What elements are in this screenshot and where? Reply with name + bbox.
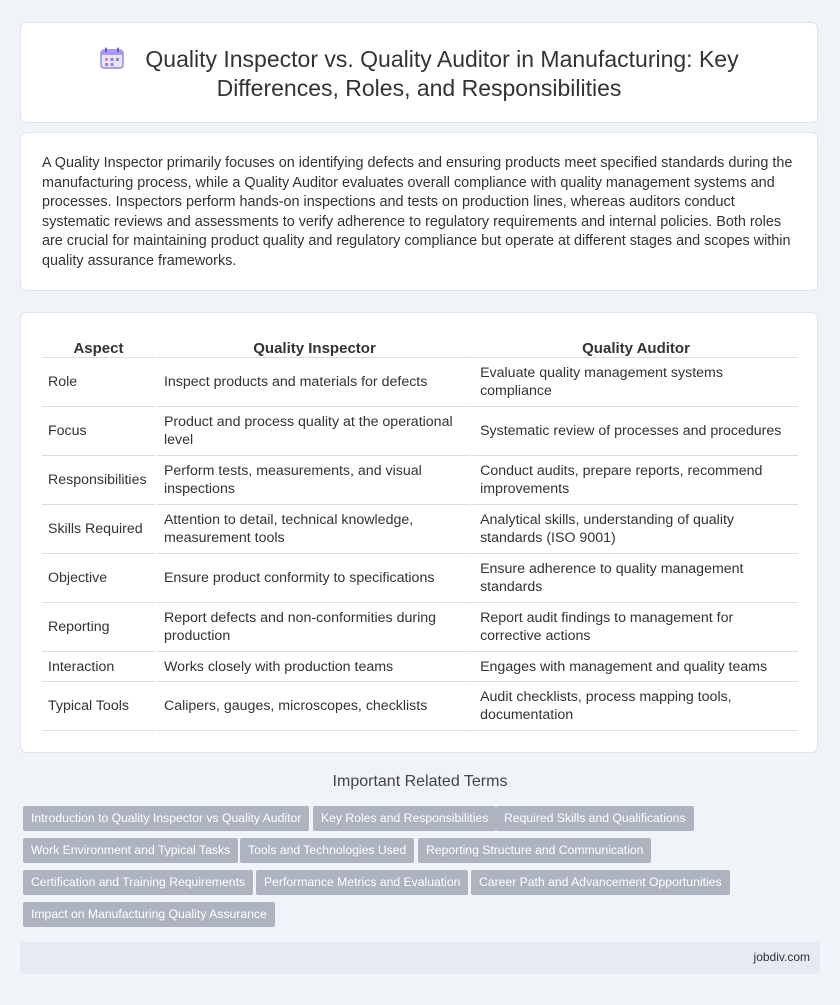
aspect-cell: Skills Required bbox=[42, 505, 155, 554]
intro-text: A Quality Inspector primarily focuses on identifying defects and ensuring products meet specified standards during the manufacturing process, while a Quality Auditor evaluates overall compliance with quality management systems and processes. Inspectors perform hands-on inspections and tests on production lines, whereas auditors conduct systematic reviews and assessments to verify adherence to regulatory requirements and internal policies. Both roles are crucial for maintaining product quality and regulatory compliance but operate at different stages and scopes within quality assurance frameworks. bbox=[42, 155, 793, 269]
related-terms-heading: Important Related Terms bbox=[332, 773, 508, 790]
comparison-table bbox=[42, 333, 798, 731]
title-line-1: Quality Inspector vs. Quality Auditor in Manufacturing: Key bbox=[145, 46, 739, 72]
aspect-cell: Reporting bbox=[42, 603, 155, 652]
related-term-tag[interactable]: Introduction to Quality Inspector vs Quality Auditor bbox=[23, 806, 309, 831]
intro-card bbox=[20, 132, 818, 291]
inspector-cell: Ensure product conformity to specifications bbox=[155, 554, 471, 603]
aspect-cell: Objective bbox=[42, 554, 155, 603]
title-card bbox=[20, 22, 818, 123]
table-row bbox=[42, 603, 798, 652]
calendar-icon bbox=[99, 47, 125, 69]
inspector-cell: Calipers, gauges, microscopes, checklists bbox=[155, 682, 471, 731]
footer-site-link[interactable]: jobdiv.com bbox=[753, 950, 810, 964]
related-term-tag[interactable]: Tools and Technologies Used bbox=[240, 838, 414, 863]
title-line-2: Differences, Roles, and Responsibilities bbox=[216, 75, 622, 101]
header-quality-auditor: Quality Auditor bbox=[471, 333, 798, 358]
aspect-cell: Role bbox=[42, 358, 155, 407]
comparison-card bbox=[20, 312, 818, 753]
auditor-cell: Systematic review of processes and procedures bbox=[471, 407, 798, 456]
inspector-cell: Works closely with production teams bbox=[155, 652, 471, 682]
auditor-cell: Audit checklists, process mapping tools, documentation bbox=[471, 682, 798, 731]
page-title bbox=[21, 45, 817, 103]
auditor-cell: Analytical skills, understanding of quality standards (ISO 9001) bbox=[471, 505, 798, 554]
auditor-cell: Conduct audits, prepare reports, recommend improvements bbox=[471, 456, 798, 505]
table-row bbox=[42, 456, 798, 505]
table-row bbox=[42, 505, 798, 554]
table-row bbox=[42, 358, 798, 407]
table-row bbox=[42, 407, 798, 456]
table-row bbox=[42, 652, 798, 682]
aspect-cell: Typical Tools bbox=[42, 682, 155, 731]
table-row bbox=[42, 682, 798, 731]
table-header-row bbox=[42, 333, 798, 358]
auditor-cell: Evaluate quality management systems compliance bbox=[471, 358, 798, 407]
header-quality-inspector: Quality Inspector bbox=[155, 333, 471, 358]
header-aspect: Aspect bbox=[42, 333, 155, 358]
related-term-tag[interactable]: Work Environment and Typical Tasks bbox=[23, 838, 238, 863]
inspector-cell: Inspect products and materials for defects bbox=[155, 358, 471, 407]
related-term-tag[interactable]: Performance Metrics and Evaluation bbox=[256, 870, 468, 895]
aspect-cell: Responsibilities bbox=[42, 456, 155, 505]
auditor-cell: Report audit findings to management for corrective actions bbox=[471, 603, 798, 652]
related-term-tag[interactable]: Career Path and Advancement Opportunities bbox=[471, 870, 730, 895]
inspector-cell: Product and process quality at the operational level bbox=[155, 407, 471, 456]
related-term-tag[interactable]: Reporting Structure and Communication bbox=[418, 838, 651, 863]
aspect-cell: Focus bbox=[42, 407, 155, 456]
related-term-tag[interactable]: Impact on Manufacturing Quality Assurance bbox=[23, 902, 275, 927]
auditor-cell: Ensure adherence to quality management standards bbox=[471, 554, 798, 603]
inspector-cell: Attention to detail, technical knowledge, measurement tools bbox=[155, 505, 471, 554]
aspect-cell: Interaction bbox=[42, 652, 155, 682]
related-term-tag[interactable]: Certification and Training Requirements bbox=[23, 870, 253, 895]
footer-bar bbox=[20, 942, 820, 974]
related-term-tag[interactable]: Key Roles and Responsibilities bbox=[313, 806, 496, 831]
inspector-cell: Perform tests, measurements, and visual inspections bbox=[155, 456, 471, 505]
related-term-tag[interactable]: Required Skills and Qualifications bbox=[496, 806, 694, 831]
table-row bbox=[42, 554, 798, 603]
inspector-cell: Report defects and non-conformities during production bbox=[155, 603, 471, 652]
auditor-cell: Engages with management and quality teams bbox=[471, 652, 798, 682]
